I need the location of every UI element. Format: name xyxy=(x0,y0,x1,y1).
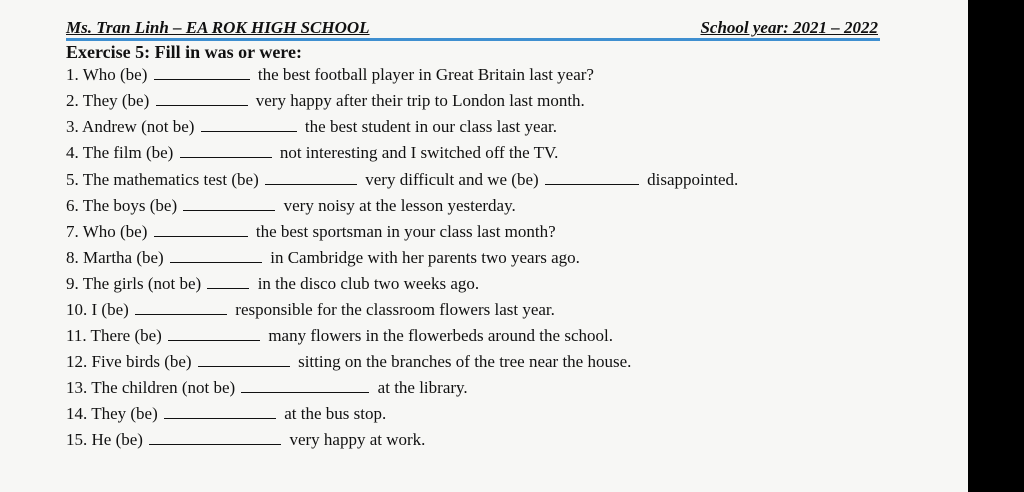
item-prompt: 4. The film (be) xyxy=(66,143,174,162)
item-prompt: 13. The children (not be) xyxy=(66,378,236,397)
answer-blank[interactable] xyxy=(198,352,290,367)
exercise-item xyxy=(66,325,613,347)
teacher-school-label: Ms. Tran Linh – EA ROK HIGH SCHOOL xyxy=(66,18,370,37)
answer-blank[interactable] xyxy=(545,170,639,185)
item-continuation: very difficult and we (be) xyxy=(365,170,539,189)
item-prompt: 12. Five birds (be) xyxy=(66,352,192,371)
answer-blank[interactable] xyxy=(170,248,262,263)
item-prompt: 11. There (be) xyxy=(66,326,162,345)
school-year-label: School year: 2021 – 2022 xyxy=(700,18,878,37)
worksheet-header xyxy=(66,16,878,38)
answer-blank[interactable] xyxy=(201,117,297,132)
exercise-item xyxy=(66,403,386,425)
exercise-item xyxy=(66,142,558,164)
item-prompt: 10. I (be) xyxy=(66,300,129,319)
answer-blank[interactable] xyxy=(183,196,275,211)
exercise-item xyxy=(66,116,557,138)
answer-blank[interactable] xyxy=(168,326,260,341)
item-continuation: sitting on the branches of the tree near the house. xyxy=(298,352,632,371)
item-continuation: responsible for the classroom flowers last year. xyxy=(235,300,555,319)
answer-blank[interactable] xyxy=(241,378,369,393)
item-prompt: 9. The girls (not be) xyxy=(66,274,202,293)
exercise-item xyxy=(66,429,425,451)
item-prompt: 14. They (be) xyxy=(66,404,158,423)
item-prompt: 3. Andrew (not be) xyxy=(66,117,195,136)
item-continuation: in Cambridge with her parents two years ago. xyxy=(270,248,580,267)
item-prompt: 15. He (be) xyxy=(66,430,143,449)
item-continuation: many flowers in the flowerbeds around the school. xyxy=(268,326,613,345)
item-prompt: 7. Who (be) xyxy=(66,222,148,241)
exercise-item xyxy=(66,195,516,217)
item-prompt: 2. They (be) xyxy=(66,91,150,110)
item-prompt: 1. Who (be) xyxy=(66,65,148,84)
answer-blank[interactable] xyxy=(156,91,248,106)
answer-blank[interactable] xyxy=(135,300,227,315)
exercise-item xyxy=(66,64,594,86)
item-prompt: 5. The mathematics test (be) xyxy=(66,170,259,189)
item-continuation: in the disco club two weeks ago. xyxy=(257,274,480,293)
exercise-item xyxy=(66,169,738,191)
answer-blank[interactable] xyxy=(207,274,249,289)
item-prompt: 8. Martha (be) xyxy=(66,248,164,267)
exercise-item xyxy=(66,247,580,269)
item-continuation: very noisy at the lesson yesterday. xyxy=(283,196,516,215)
exercise-item xyxy=(66,377,468,399)
answer-blank[interactable] xyxy=(164,404,276,419)
item-continuation: disappointed. xyxy=(647,170,739,189)
answer-blank[interactable] xyxy=(149,430,281,445)
exercise-item xyxy=(66,90,585,112)
exercise-item xyxy=(66,221,556,243)
exercise-item xyxy=(66,351,631,373)
item-continuation: very happy after their trip to London last month. xyxy=(255,91,585,110)
item-continuation: at the bus stop. xyxy=(284,404,387,423)
item-continuation: the best sportsman in your class last month? xyxy=(255,222,556,241)
item-continuation: at the library. xyxy=(377,378,468,397)
exercise-item xyxy=(66,273,479,295)
answer-blank[interactable] xyxy=(265,170,357,185)
answer-blank[interactable] xyxy=(154,222,248,237)
answer-blank[interactable] xyxy=(180,143,272,158)
exercise-item xyxy=(66,299,555,321)
exercise-title: Exercise 5: Fill in was or were: xyxy=(66,42,302,62)
item-prompt: 6. The boys (be) xyxy=(66,196,178,215)
item-continuation: very happy at work. xyxy=(289,430,426,449)
answer-blank[interactable] xyxy=(154,65,250,80)
item-continuation: not interesting and I switched off the TV. xyxy=(279,143,559,162)
item-continuation: the best student in our class last year. xyxy=(304,117,558,136)
item-continuation: the best football player in Great Britain last year? xyxy=(257,65,594,84)
